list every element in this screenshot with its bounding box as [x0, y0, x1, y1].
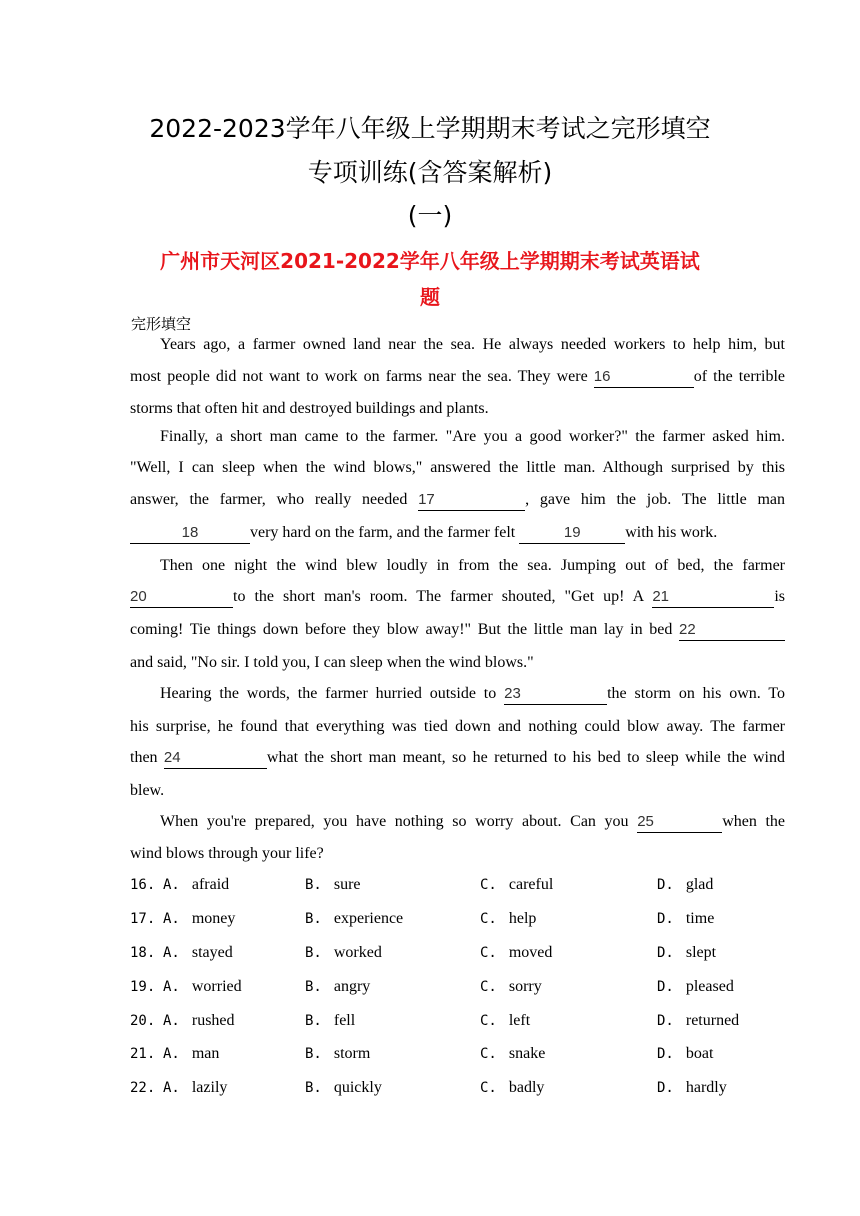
- passage-line: most people did not want to work on farms near the sea. They were 16 of the terrible: [130, 366, 785, 388]
- question-number: 18.: [130, 945, 156, 961]
- passage-line: 20 to the short man's room. The farmer shouted, "Get up! A 21 is: [130, 586, 785, 608]
- option-b[interactable]: B. worked: [305, 944, 382, 961]
- blank-19: 19: [519, 524, 625, 544]
- passage-line: Finally, a short man came to the farmer. "Are you a good worker?" the farmer asked him.: [160, 428, 785, 445]
- passage-line: storms that often hit and destroyed buildings and plants.: [130, 400, 489, 417]
- question-options-18: [130, 942, 785, 964]
- option-a[interactable]: A. worried: [163, 978, 242, 995]
- option-d[interactable]: D. glad: [657, 876, 714, 893]
- question-options-20: [130, 1010, 785, 1032]
- option-a[interactable]: A. stayed: [163, 944, 233, 961]
- option-b[interactable]: B. storm: [305, 1045, 371, 1062]
- option-a[interactable]: A. money: [163, 910, 236, 927]
- option-b[interactable]: B. quickly: [305, 1079, 382, 1096]
- option-d[interactable]: D. slept: [657, 944, 717, 961]
- page-title-line3: (一): [407, 201, 453, 230]
- option-d[interactable]: D. pleased: [657, 978, 734, 995]
- question-options-22: [130, 1077, 785, 1099]
- option-c[interactable]: C. sorry: [480, 978, 542, 995]
- question-number: 17.: [130, 911, 156, 927]
- page-title: 2022-2023学年八年级上学期期末考试之完形填空: [149, 114, 711, 143]
- blank-22: 22: [679, 621, 785, 641]
- option-c[interactable]: C. badly: [480, 1079, 545, 1096]
- option-b[interactable]: B. fell: [305, 1012, 356, 1029]
- passage-line: and said, "No sir. I told you, I can sleep when the wind blows.": [130, 654, 534, 671]
- option-c[interactable]: C. snake: [480, 1045, 546, 1062]
- blank-20: 20: [130, 588, 233, 608]
- option-c[interactable]: C. moved: [480, 944, 553, 961]
- exam-subtitle: 广州市天河区2021-2022学年八年级上学期期末考试英语试: [160, 249, 700, 273]
- passage-line: then 24 what the short man meant, so he returned to his bed to sleep while the wind: [130, 747, 785, 769]
- option-d[interactable]: D. hardly: [657, 1079, 727, 1096]
- passage-line: coming! Tie things down before they blow away!" But the little man lay in bed 22: [130, 619, 785, 641]
- blank-21: 21: [652, 588, 774, 608]
- page-title-line2: 专项训练(含答案解析): [307, 158, 553, 187]
- question-number: 19.: [130, 979, 156, 995]
- question-options-19: [130, 976, 785, 998]
- option-d[interactable]: D. time: [657, 910, 715, 927]
- passage-line: Then one night the wind blew loudly in from the sea. Jumping out of bed, the farmer: [160, 557, 785, 574]
- passage-line: blew.: [130, 782, 165, 799]
- option-a[interactable]: A. afraid: [163, 876, 230, 893]
- blank-18: 18: [130, 524, 250, 544]
- passage-line: Hearing the words, the farmer hurried outside to 23 the storm on his own. To: [160, 683, 785, 705]
- question-options-17: [130, 908, 785, 930]
- option-b[interactable]: B. sure: [305, 876, 361, 893]
- question-number: 21.: [130, 1046, 156, 1062]
- blank-17: 17: [418, 491, 525, 511]
- option-d[interactable]: D. returned: [657, 1012, 740, 1029]
- passage-line: Years ago, a farmer owned land near the sea. He always needed workers to help him, but: [160, 336, 785, 353]
- section-label: 完形填空: [131, 315, 192, 333]
- question-number: 22.: [130, 1080, 156, 1096]
- passage-line: "Well, I can sleep when the wind blows," answered the little man. Although surprised by this: [130, 459, 785, 476]
- option-b[interactable]: B. angry: [305, 978, 371, 995]
- blank-25: 25: [637, 813, 722, 833]
- blank-16: 16: [594, 368, 694, 388]
- blank-23: 23: [504, 685, 607, 705]
- passage-line: When you're prepared, you have nothing so worry about. Can you 25 when the: [160, 811, 785, 833]
- option-a[interactable]: A. lazily: [163, 1079, 228, 1096]
- question-options-16: [130, 874, 785, 896]
- option-b[interactable]: B. experience: [305, 910, 404, 927]
- question-number: 20.: [130, 1013, 156, 1029]
- option-d[interactable]: D. boat: [657, 1045, 714, 1062]
- question-number: 16.: [130, 877, 156, 893]
- exam-subtitle-line2: 题: [420, 285, 440, 309]
- option-c[interactable]: C. help: [480, 910, 537, 927]
- passage-line: wind blows through your life?: [130, 845, 324, 862]
- option-c[interactable]: C. careful: [480, 876, 554, 893]
- option-a[interactable]: A. rushed: [163, 1012, 235, 1029]
- option-c[interactable]: C. left: [480, 1012, 531, 1029]
- passage-line: answer, the farmer, who really needed 17 , gave him the job. The little man: [130, 489, 785, 511]
- question-options-21: [130, 1043, 785, 1065]
- option-a[interactable]: A. man: [163, 1045, 220, 1062]
- passage-line: his surprise, he found that everything was tied down and nothing could blow away. The farmer: [130, 718, 785, 735]
- blank-24: 24: [164, 749, 267, 769]
- passage-line: 18 very hard on the farm, and the farmer felt 19 with his work.: [130, 522, 785, 544]
